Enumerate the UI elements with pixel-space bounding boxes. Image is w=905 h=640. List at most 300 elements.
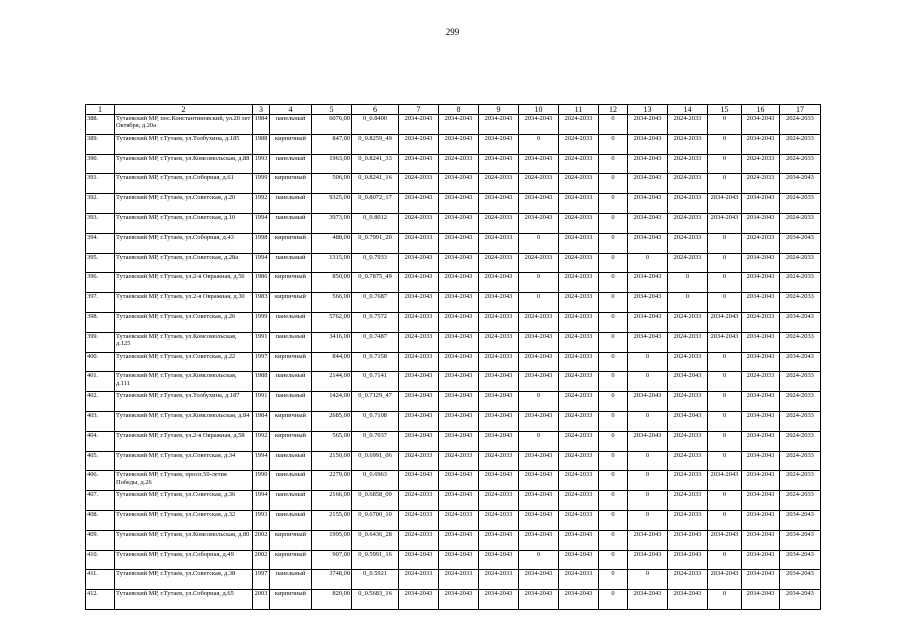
address-cell: Тутаевский МР, г.Тутаев, ул.Соборная, д.43 <box>115 233 253 253</box>
period-cell: 2024-2033 <box>668 312 708 332</box>
area-cell: 850,00 <box>312 273 352 293</box>
year-cell: 2002 <box>253 550 270 570</box>
period-cell: 0 <box>599 273 628 293</box>
period-cell: 0 <box>599 213 628 233</box>
column-header: 7 <box>399 105 439 115</box>
material-cell: кирпичный <box>270 233 312 253</box>
period-cell: 2034-2043 <box>519 332 559 352</box>
period-cell: 0 <box>708 510 742 530</box>
row-number: 400. <box>86 352 115 372</box>
address-cell: Тутаевский МР, г.Тутаев, ул.Комсомольская, д.84 <box>115 411 253 431</box>
material-cell: панельный <box>270 194 312 214</box>
period-cell: 0 <box>599 352 628 372</box>
address-cell: Тутаевский МР, г.Тутаев, ул.Советская, д.38 <box>115 570 253 590</box>
period-cell: 2024-2033 <box>479 352 519 372</box>
column-header: 14 <box>668 105 708 115</box>
index-cell: 0_0.7991_20 <box>352 233 399 253</box>
period-cell: 2034-2043 <box>439 530 479 550</box>
period-cell: 2034-2043 <box>742 570 780 590</box>
period-cell: 0 <box>599 392 628 412</box>
area-cell: 1963,00 <box>312 154 352 174</box>
area-cell: 488,00 <box>312 233 352 253</box>
period-cell: 2024-2033 <box>479 332 519 352</box>
period-cell: 2034-2043 <box>668 372 708 392</box>
material-cell: кирпичный <box>270 134 312 154</box>
period-cell: 2024-2033 <box>439 451 479 471</box>
period-cell: 2034-2043 <box>479 273 519 293</box>
period-cell: 2034-2043 <box>780 590 821 610</box>
period-cell: 2024-2033 <box>668 194 708 214</box>
material-cell: панельный <box>270 570 312 590</box>
column-header: 15 <box>708 105 742 115</box>
period-cell: 2034-2043 <box>519 154 559 174</box>
period-cell: 2034-2043 <box>742 253 780 273</box>
row-number: 404. <box>86 431 115 451</box>
period-cell: 2024-2033 <box>780 451 821 471</box>
index-cell: 0_0.8012 <box>352 213 399 233</box>
period-cell: 2024-2033 <box>559 174 599 194</box>
period-cell: 2024-2033 <box>479 253 519 273</box>
year-cell: 2003 <box>253 590 270 610</box>
row-number: 389. <box>86 134 115 154</box>
period-cell: 2034-2043 <box>708 570 742 590</box>
period-cell: 0 <box>708 352 742 372</box>
period-cell: 2024-2033 <box>559 510 599 530</box>
period-cell: 2034-2043 <box>479 372 519 392</box>
period-cell: 2034-2043 <box>742 411 780 431</box>
material-cell: панельный <box>270 372 312 392</box>
period-cell: 2024-2033 <box>399 451 439 471</box>
period-cell: 2024-2033 <box>668 491 708 511</box>
material-cell: кирпичный <box>270 352 312 372</box>
table-row <box>86 174 821 194</box>
period-cell: 0 <box>628 471 668 491</box>
row-number: 409. <box>86 530 115 550</box>
period-cell: 2034-2043 <box>519 372 559 392</box>
period-cell: 2024-2033 <box>519 174 559 194</box>
period-cell: 0 <box>599 174 628 194</box>
period-cell: 2034-2043 <box>399 550 439 570</box>
period-cell: 0 <box>599 372 628 392</box>
period-cell: 2034-2043 <box>559 550 599 570</box>
period-cell: 2024-2033 <box>780 194 821 214</box>
period-cell: 2034-2043 <box>479 471 519 491</box>
period-cell: 2024-2033 <box>668 174 708 194</box>
period-cell: 0 <box>599 530 628 550</box>
period-cell: 2034-2043 <box>519 213 559 233</box>
period-cell: 0 <box>708 253 742 273</box>
period-cell: 2024-2033 <box>399 233 439 253</box>
period-cell: 2024-2033 <box>668 134 708 154</box>
period-cell: 2034-2043 <box>742 352 780 372</box>
column-header: 5 <box>312 105 352 115</box>
period-cell: 0 <box>708 233 742 253</box>
row-number: 399. <box>86 332 115 352</box>
period-cell: 2034-2043 <box>519 471 559 491</box>
period-cell: 2024-2033 <box>559 392 599 412</box>
period-cell: 2024-2033 <box>559 273 599 293</box>
period-cell: 0 <box>668 273 708 293</box>
table-row <box>86 570 821 590</box>
period-cell: 2024-2033 <box>479 233 519 253</box>
table-row <box>86 550 821 570</box>
period-cell: 2034-2043 <box>439 471 479 491</box>
period-cell: 2034-2043 <box>439 134 479 154</box>
period-cell: 2034-2043 <box>399 590 439 610</box>
period-cell: 0 <box>599 491 628 511</box>
year-cell: 1991 <box>253 392 270 412</box>
period-cell: 2034-2043 <box>668 411 708 431</box>
period-cell: 2024-2033 <box>780 293 821 313</box>
address-cell: Тутаевский МР, г.Тутаев, ул.Толбухина, д.185 <box>115 134 253 154</box>
period-cell: 0 <box>628 570 668 590</box>
period-cell: 2024-2033 <box>479 570 519 590</box>
period-cell: 2034-2043 <box>780 570 821 590</box>
year-cell: 1983 <box>253 293 270 313</box>
table-row <box>86 233 821 253</box>
period-cell: 0 <box>708 411 742 431</box>
period-cell: 2024-2033 <box>668 253 708 273</box>
period-cell: 2034-2043 <box>742 194 780 214</box>
period-cell: 2024-2033 <box>559 233 599 253</box>
period-cell: 2024-2033 <box>668 154 708 174</box>
period-cell: 2024-2033 <box>479 174 519 194</box>
period-cell: 2024-2033 <box>668 392 708 412</box>
period-cell: 2034-2043 <box>668 590 708 610</box>
table-row <box>86 510 821 530</box>
period-cell: 2034-2043 <box>742 332 780 352</box>
period-cell: 0 <box>628 510 668 530</box>
table-row <box>86 372 821 392</box>
address-cell: Тутаевский МР, г.Тутаев, ул.Советская, д.28а <box>115 253 253 273</box>
table-row <box>86 273 821 293</box>
period-cell: 0 <box>708 550 742 570</box>
period-cell: 2034-2043 <box>628 115 668 135</box>
area-cell: 565,00 <box>312 431 352 451</box>
period-cell: 0 <box>708 115 742 135</box>
period-cell: 2034-2043 <box>628 134 668 154</box>
period-cell: 2024-2033 <box>742 233 780 253</box>
table-row <box>86 134 821 154</box>
index-cell: 0_0.7037 <box>352 431 399 451</box>
area-cell: 2685,00 <box>312 411 352 431</box>
period-cell: 2034-2043 <box>742 273 780 293</box>
area-cell: 820,00 <box>312 590 352 610</box>
table-row <box>86 312 821 332</box>
period-cell: 2024-2033 <box>780 213 821 233</box>
period-cell: 0 <box>708 293 742 313</box>
period-cell: 2034-2043 <box>439 411 479 431</box>
period-cell: 2034-2043 <box>559 530 599 550</box>
period-cell: 2034-2043 <box>439 491 479 511</box>
period-cell: 2024-2033 <box>668 570 708 590</box>
table-row <box>86 253 821 273</box>
period-cell: 0 <box>708 590 742 610</box>
period-cell: 0 <box>599 194 628 214</box>
period-cell: 2034-2043 <box>708 471 742 491</box>
period-cell: 2024-2033 <box>559 491 599 511</box>
period-cell: 0 <box>599 570 628 590</box>
period-cell: 2024-2033 <box>559 253 599 273</box>
period-cell: 2024-2033 <box>780 154 821 174</box>
material-cell: кирпичный <box>270 273 312 293</box>
column-header: 2 <box>115 105 253 115</box>
period-cell: 2024-2033 <box>399 510 439 530</box>
period-cell: 2024-2033 <box>559 352 599 372</box>
table-row <box>86 115 821 135</box>
address-cell: Тутаевский МР, г.Тутаев, ул.2-я Овражная, д.56 <box>115 273 253 293</box>
address-cell: Тутаевский МР, г.Тутаев, ул.Советская, д.26 <box>115 312 253 332</box>
column-header: 13 <box>628 105 668 115</box>
period-cell: 0 <box>708 451 742 471</box>
period-cell: 2034-2043 <box>439 332 479 352</box>
table-row <box>86 293 821 313</box>
period-cell: 2024-2033 <box>742 372 780 392</box>
period-cell: 2034-2043 <box>668 550 708 570</box>
period-cell: 2034-2043 <box>742 293 780 313</box>
address-cell: Тутаевский МР, г.Тутаев, ул.Советская, д.20 <box>115 194 253 214</box>
period-cell: 2034-2043 <box>628 550 668 570</box>
period-cell: 2024-2033 <box>780 253 821 273</box>
area-cell: 2155,00 <box>312 510 352 530</box>
year-cell: 1988 <box>253 372 270 392</box>
address-cell: Тутаевский МР, г.Тутаев, просп.50-летия Победы, д.26 <box>115 471 253 491</box>
period-cell: 2024-2033 <box>519 312 559 332</box>
index-cell: 0_0.8072_17 <box>352 194 399 214</box>
period-cell: 2034-2043 <box>708 332 742 352</box>
period-cell: 2024-2033 <box>439 570 479 590</box>
period-cell: 2034-2043 <box>399 115 439 135</box>
period-cell: 2034-2043 <box>628 194 668 214</box>
column-header: 12 <box>599 105 628 115</box>
period-cell: 2034-2043 <box>519 530 559 550</box>
material-cell: панельный <box>270 332 312 352</box>
period-cell: 2024-2033 <box>399 530 439 550</box>
period-cell: 0 <box>708 134 742 154</box>
address-cell: Тутаевский МР, г.Тутаев, ул.Советская, д.32 <box>115 510 253 530</box>
period-cell: 2024-2033 <box>559 213 599 233</box>
period-cell: 2034-2043 <box>479 590 519 610</box>
index-cell: 0_0.8259_49 <box>352 134 399 154</box>
table-row <box>86 471 821 491</box>
year-cell: 1997 <box>253 352 270 372</box>
table-row <box>86 332 821 352</box>
period-cell: 2024-2033 <box>559 451 599 471</box>
row-number: 388. <box>86 115 115 135</box>
period-cell: 2034-2043 <box>439 115 479 135</box>
period-cell: 2024-2033 <box>399 312 439 332</box>
row-number: 403. <box>86 411 115 431</box>
period-cell: 0 <box>708 372 742 392</box>
period-cell: 2034-2043 <box>628 590 668 610</box>
period-cell: 2034-2043 <box>479 530 519 550</box>
period-cell: 2034-2043 <box>628 213 668 233</box>
material-cell: панельный <box>270 471 312 491</box>
period-cell: 0 <box>519 293 559 313</box>
period-cell: 2034-2043 <box>439 174 479 194</box>
period-cell: 2024-2033 <box>559 471 599 491</box>
area-cell: 506,00 <box>312 174 352 194</box>
material-cell: панельный <box>270 115 312 135</box>
index-cell: 0_0.7487 <box>352 332 399 352</box>
period-cell: 2034-2043 <box>742 392 780 412</box>
index-cell: 0_0.6991_06 <box>352 451 399 471</box>
table-body <box>86 115 821 610</box>
period-cell: 2034-2043 <box>708 312 742 332</box>
period-cell: 2024-2033 <box>780 273 821 293</box>
address-cell: Тутаевский МР, пос.Константиновский, ул.20 лет Октября, д.20а <box>115 115 253 135</box>
period-cell: 2034-2043 <box>479 392 519 412</box>
column-header: 8 <box>439 105 479 115</box>
row-number: 397. <box>86 293 115 313</box>
period-cell: 0 <box>708 154 742 174</box>
period-cell: 0 <box>519 431 559 451</box>
table-row <box>86 352 821 372</box>
period-cell: 2024-2033 <box>559 570 599 590</box>
period-cell: 2024-2033 <box>559 115 599 135</box>
period-cell: 2034-2043 <box>399 154 439 174</box>
period-cell: 2024-2033 <box>780 134 821 154</box>
period-cell: 2034-2043 <box>439 550 479 570</box>
year-cell: 1993 <box>253 154 270 174</box>
row-number: 408. <box>86 510 115 530</box>
column-header: 1 <box>86 105 115 115</box>
period-cell: 2024-2033 <box>559 194 599 214</box>
period-cell: 2024-2033 <box>559 134 599 154</box>
period-cell: 0 <box>519 134 559 154</box>
address-cell: Тутаевский МР, г.Тутаев, ул.Комсомольская, д.111 <box>115 372 253 392</box>
period-cell: 2034-2043 <box>479 431 519 451</box>
period-cell: 2024-2033 <box>780 392 821 412</box>
period-cell: 2034-2043 <box>399 431 439 451</box>
period-cell: 2034-2043 <box>399 134 439 154</box>
period-cell: 2024-2033 <box>668 213 708 233</box>
material-cell: панельный <box>270 213 312 233</box>
index-cell: 0_0.8400 <box>352 115 399 135</box>
period-cell: 0 <box>628 411 668 431</box>
period-cell: 2034-2043 <box>628 174 668 194</box>
row-number: 412. <box>86 590 115 610</box>
period-cell: 2024-2033 <box>780 471 821 491</box>
area-cell: 2150,00 <box>312 451 352 471</box>
address-cell: Тутаевский МР, г.Тутаев, ул.Советская, д.36 <box>115 491 253 511</box>
table-row <box>86 194 821 214</box>
period-cell: 2024-2033 <box>479 510 519 530</box>
period-cell: 2024-2033 <box>399 332 439 352</box>
period-cell: 2034-2043 <box>742 530 780 550</box>
period-cell: 2024-2033 <box>439 154 479 174</box>
period-cell: 2024-2033 <box>479 213 519 233</box>
area-cell: 844,00 <box>312 352 352 372</box>
period-cell: 2024-2033 <box>780 491 821 511</box>
period-cell: 2034-2043 <box>628 293 668 313</box>
year-cell: 1997 <box>253 570 270 590</box>
period-cell: 2034-2043 <box>399 411 439 431</box>
period-cell: 2034-2043 <box>439 352 479 372</box>
period-cell: 2024-2033 <box>479 451 519 471</box>
row-number: 406. <box>86 471 115 491</box>
period-cell: 2034-2043 <box>439 253 479 273</box>
material-cell: кирпичный <box>270 431 312 451</box>
period-cell: 2034-2043 <box>742 510 780 530</box>
period-cell: 0 <box>519 273 559 293</box>
address-cell: Тутаевский МР, г.Тутаев, ул.Комсомольская, д.125 <box>115 332 253 352</box>
period-cell: 0 <box>708 431 742 451</box>
table-row <box>86 491 821 511</box>
period-cell: 2024-2033 <box>519 253 559 273</box>
period-cell: 2034-2043 <box>708 213 742 233</box>
period-cell: 0 <box>519 392 559 412</box>
area-cell: 907,00 <box>312 550 352 570</box>
material-cell: кирпичный <box>270 530 312 550</box>
column-header: 4 <box>270 105 312 115</box>
header-row <box>86 105 821 115</box>
area-cell: 1995,00 <box>312 530 352 550</box>
period-cell: 2034-2043 <box>479 115 519 135</box>
year-cell: 1994 <box>253 451 270 471</box>
period-cell: 2024-2033 <box>668 431 708 451</box>
period-cell: 0 <box>599 115 628 135</box>
period-cell: 2034-2043 <box>519 194 559 214</box>
address-cell: Тутаевский МР, г.Тутаев, ул.Соборная, д.61 <box>115 174 253 194</box>
area-cell: 566,00 <box>312 293 352 313</box>
area-cell: 3416,00 <box>312 332 352 352</box>
period-cell: 2024-2033 <box>399 570 439 590</box>
material-cell: кирпичный <box>270 411 312 431</box>
table-row <box>86 154 821 174</box>
area-cell: 3748,00 <box>312 570 352 590</box>
period-cell: 2024-2033 <box>780 411 821 431</box>
column-header: 16 <box>742 105 780 115</box>
period-cell: 2024-2033 <box>559 411 599 431</box>
index-cell: 0_0.7108 <box>352 411 399 431</box>
period-cell: 0 <box>599 590 628 610</box>
period-cell: 2024-2033 <box>668 332 708 352</box>
period-cell: 2034-2043 <box>628 312 668 332</box>
material-cell: кирпичный <box>270 550 312 570</box>
period-cell: 2034-2043 <box>399 392 439 412</box>
period-cell: 0 <box>708 392 742 412</box>
period-cell: 2034-2043 <box>479 293 519 313</box>
period-cell: 2034-2043 <box>439 392 479 412</box>
period-cell: 2034-2043 <box>780 174 821 194</box>
period-cell: 0 <box>628 352 668 372</box>
year-cell: 1991 <box>253 332 270 352</box>
period-cell: 2024-2033 <box>742 174 780 194</box>
area-cell: 9325,00 <box>312 194 352 214</box>
material-cell: панельный <box>270 392 312 412</box>
period-cell: 2034-2043 <box>479 411 519 431</box>
period-cell: 2034-2043 <box>780 510 821 530</box>
period-cell: 2024-2033 <box>668 352 708 372</box>
area-cell: 2144,00 <box>312 372 352 392</box>
area-cell: 2279,00 <box>312 471 352 491</box>
year-cell: 2002 <box>253 530 270 550</box>
period-cell: 2034-2043 <box>780 550 821 570</box>
period-cell: 2024-2033 <box>559 312 599 332</box>
period-cell: 2034-2043 <box>742 550 780 570</box>
year-cell: 1999 <box>253 174 270 194</box>
address-cell: Тутаевский МР, г.Тутаев, ул.2-я Овражная, д.58 <box>115 431 253 451</box>
period-cell: 0 <box>599 253 628 273</box>
period-cell: 2034-2043 <box>519 411 559 431</box>
table-row <box>86 530 821 550</box>
period-cell: 0 <box>599 293 628 313</box>
material-cell: панельный <box>270 253 312 273</box>
row-number: 401. <box>86 372 115 392</box>
period-cell: 2024-2033 <box>559 431 599 451</box>
material-cell: панельный <box>270 510 312 530</box>
